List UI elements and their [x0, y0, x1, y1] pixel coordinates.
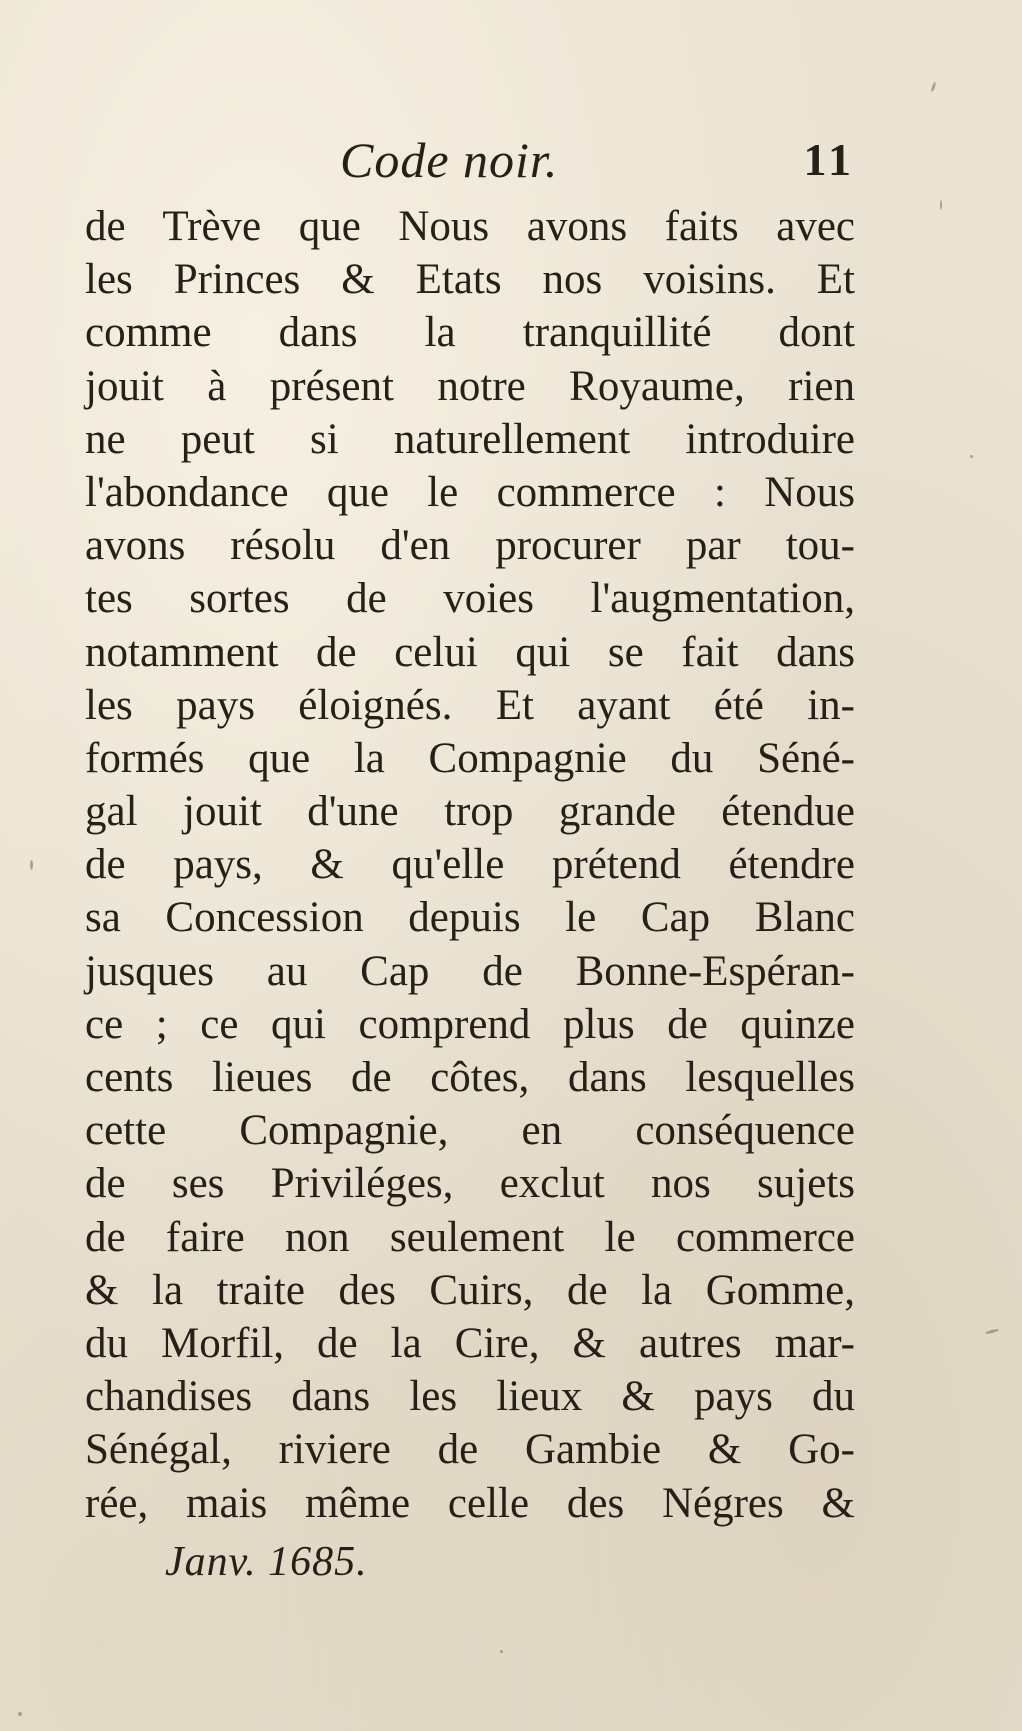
text-line: tes sortes de voies l'augmentation, [85, 575, 855, 623]
text-line: chandises dans les lieux & pays du [85, 1373, 855, 1421]
text-line: cette Compagnie, en conséquence [85, 1107, 855, 1155]
text-line: comme dans la tranquillité dont [85, 309, 855, 357]
paper-speck [18, 1712, 22, 1716]
text-line: jouit à présent notre Royaume, rien [85, 362, 855, 410]
body-text [85, 200, 855, 1530]
text-line: formés que la Compagnie du Séné- [85, 734, 855, 782]
text-line: de ses Priviléges, exclut nos sujets [85, 1160, 855, 1208]
text-line: gal jouit d'une trop grande étendue [85, 788, 855, 836]
paper-speck [970, 455, 973, 458]
paper-speck [985, 1328, 999, 1335]
text-line: les pays éloignés. Et ayant été in- [85, 681, 855, 729]
paper-speck [930, 82, 936, 92]
text-line: de faire non seulement le commerce [85, 1213, 855, 1261]
text-line: les Princes & Etats nos voisins. Et [85, 256, 855, 304]
running-title: Code noir. [340, 132, 559, 188]
text-line: de pays, & qu'elle prétend étendre [85, 841, 855, 889]
text-line: du Morfil, de la Cire, & autres mar- [85, 1319, 855, 1367]
footer-date-signature: Janv. 1685. [165, 1539, 368, 1585]
text-line: de Trève que Nous avons faits avec [85, 203, 855, 250]
text-line: sa Concession depuis le Cap Blanc [85, 894, 855, 942]
page-number: 11 [803, 134, 855, 185]
page-header [85, 130, 855, 200]
paper-speck [500, 1650, 503, 1653]
text-line: ce ; ce qui comprend plus de quinze [85, 1000, 855, 1048]
text-line: jusques au Cap de Bonne-Espéran- [85, 947, 855, 995]
text-line: & la traite des Cuirs, de la Gomme, [85, 1266, 855, 1314]
text-line: l'abondance que le commerce : Nous [85, 468, 855, 516]
text-line: notamment de celui qui se fait dans [85, 628, 855, 676]
paper-speck [30, 860, 33, 870]
paper-speck [940, 200, 942, 210]
text-line: rée, mais même celle des Négres & [85, 1479, 855, 1527]
text-line: cents lieues de côtes, dans lesquelles [85, 1054, 855, 1101]
text-line: avons résolu d'en procurer par tou- [85, 522, 855, 570]
text-line: ne peut si naturellement introduire [85, 415, 855, 463]
text-line: Sénégal, riviere de Gambie & Go- [85, 1426, 855, 1474]
